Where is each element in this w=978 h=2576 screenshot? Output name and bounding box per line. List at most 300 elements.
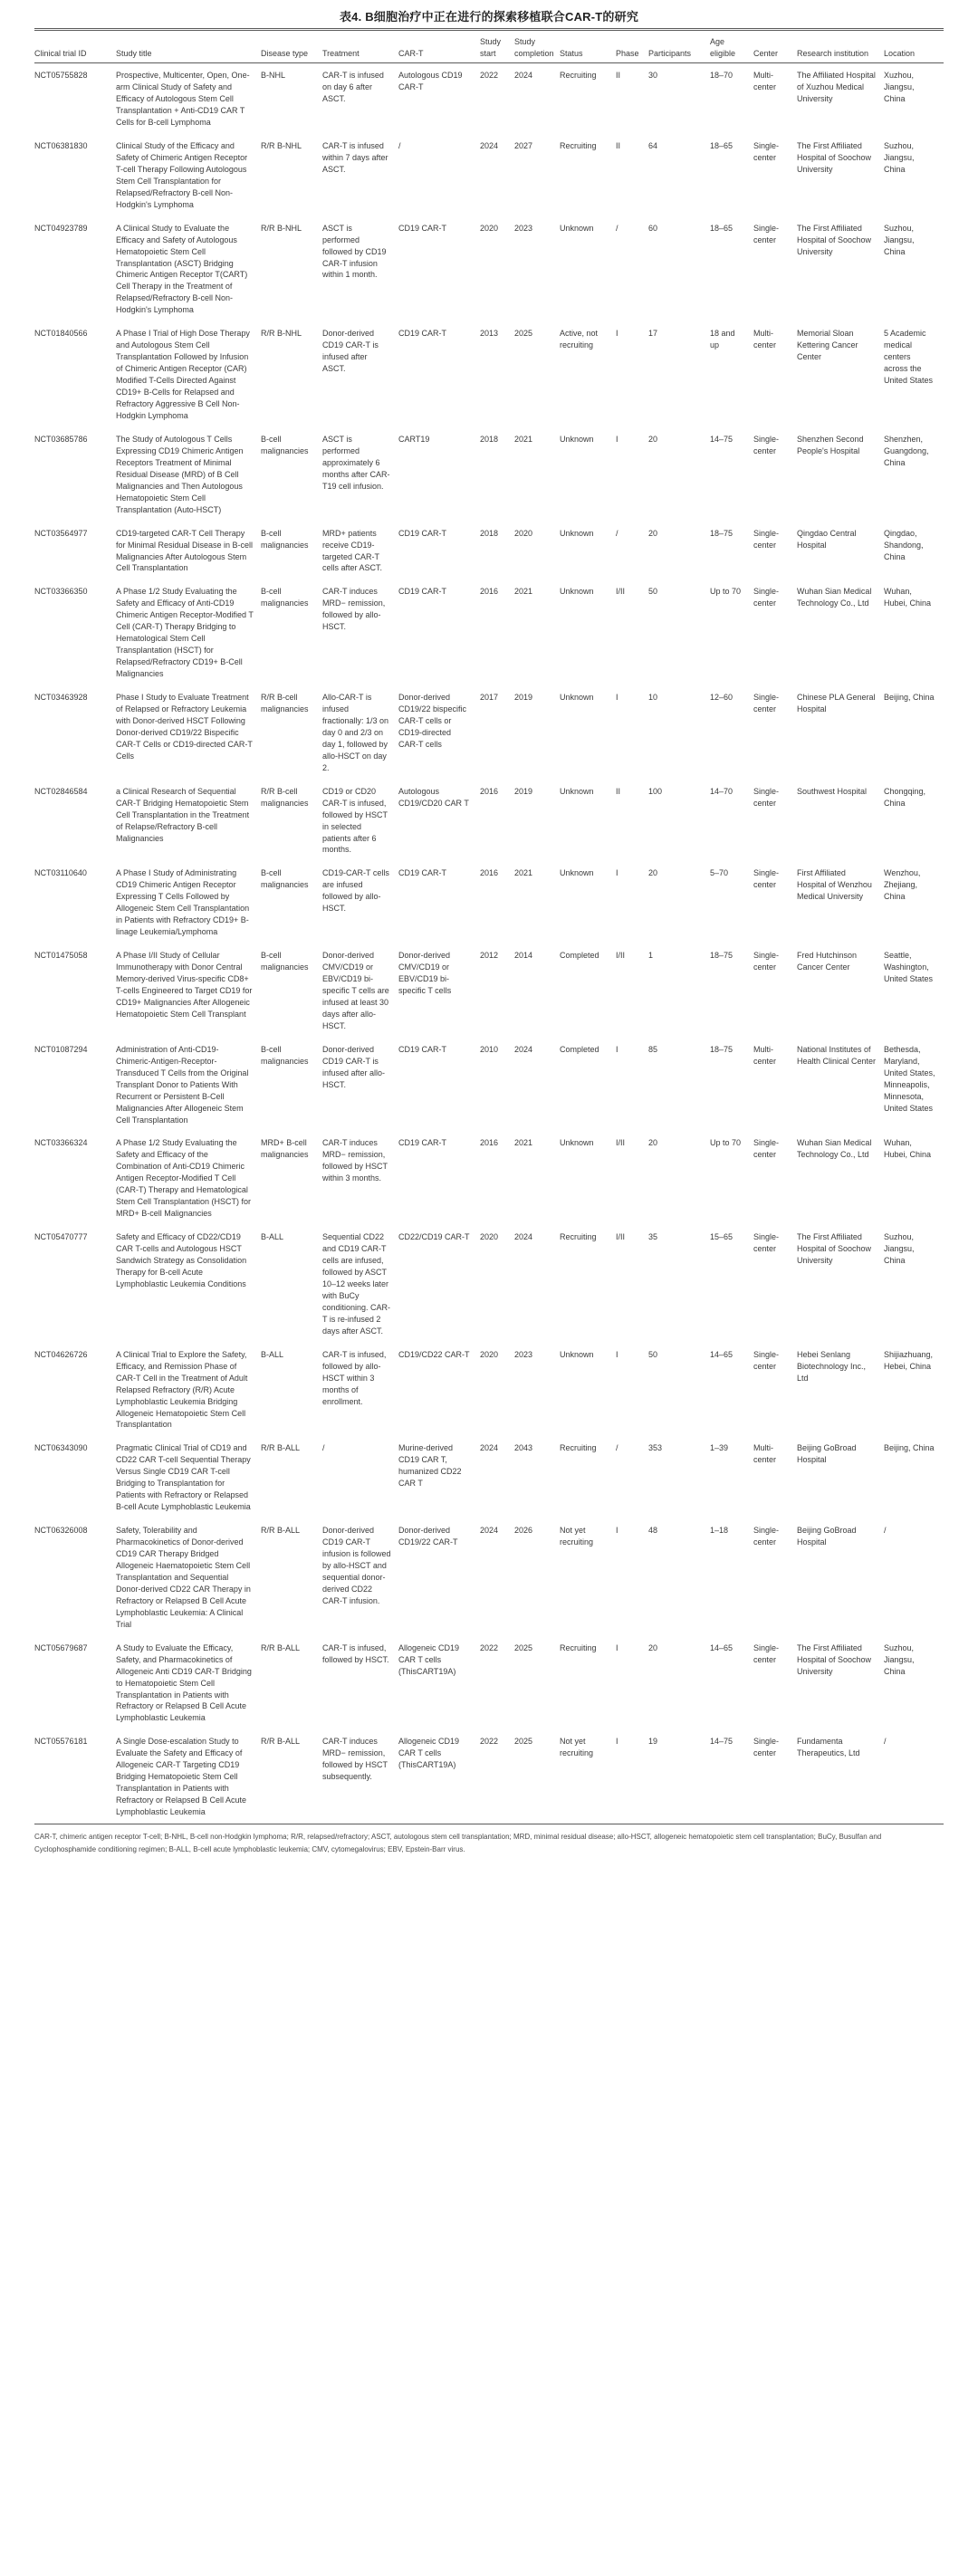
table-cell: Beijing, China: [884, 1443, 935, 1453]
column-header: Treatment: [322, 30, 398, 63]
table-cell: Shenzhen Second People's Hospital: [797, 434, 864, 455]
table-cell: CD19 CAR-T: [398, 868, 447, 878]
table-cell: R/R B-cell malignancies: [261, 786, 309, 808]
table-cell: A Phase 1/2 Study Evaluating the Safety and Efficacy of the Combination of Anti-CD19 Chimeric Antigen Receptor-Modified T Cell (CAR-T) Therapy and Hematological Stem Cell Transplantation (HSCT) for MRD+ B-cell Malignancies: [116, 1138, 252, 1219]
table-cell: B-NHL: [261, 71, 286, 81]
column-header: Study start: [480, 30, 514, 63]
table-cell: B-cell malignancies: [261, 868, 309, 890]
table-cell: Single-center: [753, 434, 780, 455]
table-cell: a Clinical Research of Sequential CAR-T Bridging Hematopoietic Stem Cell Transplantation in the Treatment of Relapse/Refractory B-cell Malignancies: [116, 786, 250, 843]
table-cell: Recruiting: [560, 1642, 597, 1652]
table-cell: 50: [648, 1349, 658, 1359]
table-cell: 14–75: [710, 434, 734, 444]
table-cell: 2021: [514, 434, 533, 444]
table-cell: Administration of Anti-CD19-Chimeric-Antigen-Receptor-Transduced T Cells from the Original Transplant Donor to Patients With Recurrent or Persistent B-Cell Malignancies After Allogeneic Stem Cell Transplantation: [116, 1044, 249, 1125]
table-cell: CD19 CAR-T: [398, 528, 447, 538]
table-row: [34, 216, 944, 322]
table-cell: Unknown: [560, 223, 594, 233]
table-cell: 2022: [480, 71, 499, 81]
table-cell: 2022: [480, 1642, 499, 1652]
table-cell: Qingdao Central Hospital: [797, 528, 857, 550]
table-cell: Suzhou, Jiangsu, China: [884, 1642, 915, 1676]
table-cell: Single-center: [753, 693, 780, 713]
table-cell: Donor-derived CD19 CAR-T is infused after ASCT.: [322, 329, 379, 374]
table-cell: Single-center: [753, 1138, 780, 1160]
table-cell: A Phase I Trial of High Dose Therapy and Autologous Stem Cell Transplantation Followed by Infusion of Chimeric Antigen Receptor (CAR) Modified T-Cells Directed Against CD19+ B-Cells for Relapsed and Refractory Aggressive B Cell Non-Hodgkin Lymphoma: [116, 329, 250, 420]
table-cell: Multi-center: [753, 1443, 777, 1465]
table-cell: 20: [648, 1642, 658, 1652]
table-cell: 18–65: [710, 140, 734, 150]
trials-table: [34, 28, 944, 1824]
table-cell: I: [616, 693, 618, 703]
table-cell: Active, not recruiting: [560, 329, 599, 350]
table-row: [34, 1343, 944, 1437]
table-cell: Safety and Efficacy of CD22/CD19 CAR T-cells and Autologous HSCT Sandwich Strategy as Consolidation Therapy for B-cell Acute Lymphoblastic Leukemia Conditions: [116, 1232, 247, 1288]
table-cell: 19: [648, 1737, 658, 1747]
table-cell: NCT01840566: [34, 329, 88, 339]
table-cell: Murine-derived CD19 CAR T, humanized CD22 CAR T: [398, 1443, 462, 1489]
table-cell: CAR-T induces MRD− remission, followed by HSCT subsequently.: [322, 1737, 388, 1782]
table-cell: Allo-CAR-T is infused fractionally: 1/3 on day 0 and 2/3 on day 1, followed by allo-HSCT on day 2.: [322, 693, 389, 772]
table-cell: Completed: [560, 951, 599, 961]
table-cell: The Affiliated Hospital of Xuzhou Medical University: [797, 71, 876, 104]
table-cell: Donor-derived CD19 CAR-T is infused after allo-HSCT.: [322, 1044, 386, 1089]
table-cell: NCT02846584: [34, 786, 88, 796]
table-cell: CAR-T is infused, followed by HSCT.: [322, 1642, 389, 1664]
table-cell: 2024: [514, 71, 533, 81]
table-cell: NCT04923789: [34, 223, 88, 233]
table-cell: Unknown: [560, 1349, 594, 1359]
table-cell: Single-center: [753, 1737, 780, 1758]
table-cell: 2024: [514, 1044, 533, 1054]
table-cell: Pragmatic Clinical Trial of CD19 and CD22 CAR T-cell Sequential Therapy Versus Single CD19 CAR T-cell Bridging to Transplantation for Patients with Refractory or Relapsed B-cell Acute Lymphoblastic Leukemia: [116, 1443, 251, 1512]
table-cell: Prospective, Multicenter, Open, One-arm Clinical Study of Safety and Efficacy of Autologous Stem Cell Transplantation + Anti-CD19 CAR T Cells for B-cell Lymphoma: [116, 71, 250, 127]
table-cell: Donor-derived CD19/22 bispecific CAR-T cells or CD19-directed CAR-T cells: [398, 693, 467, 749]
table-cell: NCT03685786: [34, 434, 88, 444]
table-cell: NCT05470777: [34, 1232, 88, 1242]
table-cell: Unknown: [560, 786, 594, 796]
table-cell: 2016: [480, 587, 499, 597]
table-cell: Recruiting: [560, 1443, 597, 1453]
table-cell: 353: [648, 1443, 663, 1453]
table-cell: Single-center: [753, 140, 780, 162]
table-row: [34, 1518, 944, 1636]
table-cell: 35: [648, 1232, 658, 1242]
table-cell: Unknown: [560, 1138, 594, 1148]
table-cell: A Clinical Study to Evaluate the Efficacy and Safety of Autologous Hematopoietic Stem Cell Transplantation (ASCT) Bridging Chimeric Antigen Receptor T(CART) Cell Therapy in the Treatment of Relapsed/Refractory B-cell Non-Hodgkin's Lymphoma: [116, 223, 248, 315]
table-cell: Chongqing, China: [884, 786, 926, 808]
table-cell: I/II: [616, 1232, 626, 1242]
table-cell: Single-center: [753, 223, 780, 244]
table-cell: Recruiting: [560, 71, 597, 81]
table-cell: A Phase I Study of Administrating CD19 Chimeric Antigen Receptor Expressing T Cells Followed by Allogeneic Stem Cell Transplantation in Patients with Refractory CD19+ B-linage Leukemia/Lymphoma: [116, 868, 250, 937]
table-cell: Donor-derived CMV/CD19 or EBV/CD19 bi-specific T cells are infused at least 30 days after allo-HSCT.: [322, 951, 389, 1030]
table-cell: ASCT is performed approximately 6 months after CAR-T19 cell infusion.: [322, 434, 390, 491]
table-cell: ASCT is performed followed by CD19 CAR-T infusion within 1 month.: [322, 223, 387, 280]
table-cell: Allogeneic CD19 CAR T cells (ThisCART19A): [398, 1642, 460, 1676]
table-cell: CD19 CAR-T: [398, 1044, 447, 1054]
table-cell: II: [616, 140, 621, 150]
table-cell: Multi-center: [753, 1044, 777, 1066]
table-row: [34, 1225, 944, 1343]
table-cell: Beijing, China: [884, 693, 935, 703]
table-cell: CAR-T is infused, followed by allo-HSCT within 3 months of enrollment.: [322, 1349, 387, 1406]
table-row: [34, 1131, 944, 1225]
table-cell: The First Affiliated Hospital of Soochow University: [797, 140, 872, 174]
table-cell: CAR-T induces MRD− remission, followed by HSCT within 3 months.: [322, 1138, 388, 1183]
table-cell: Seattle, Washington, United States: [884, 951, 934, 984]
table-cell: CD19 CAR-T: [398, 329, 447, 339]
table-cell: B-cell malignancies: [261, 528, 309, 550]
column-header: Center: [753, 30, 797, 63]
table-cell: Chinese PLA General Hospital: [797, 693, 876, 713]
table-cell: B-ALL: [261, 1349, 284, 1359]
table-cell: 2012: [480, 951, 499, 961]
table-cell: NCT03366350: [34, 587, 88, 597]
table-cell: II: [616, 786, 621, 796]
column-header: Location: [884, 30, 944, 63]
table-cell: Donor-derived CD19/22 CAR-T: [398, 1526, 458, 1547]
table-cell: Suzhou, Jiangsu, China: [884, 1232, 915, 1266]
table-cell: 2021: [514, 1138, 533, 1148]
table-cell: CD19-CAR-T cells are infused followed by allo-HSCT.: [322, 868, 389, 914]
table-cell: 2018: [480, 528, 499, 538]
table-cell: MRD+ patients receive CD19-targeted CAR-T cells after ASCT.: [322, 528, 383, 573]
table-cell: 2025: [514, 1737, 533, 1747]
table-cell: Single-center: [753, 1526, 780, 1547]
table-cell: Beijing GoBroad Hospital: [797, 1443, 857, 1465]
table-cell: 14–65: [710, 1642, 734, 1652]
table-cell: 2022: [480, 1737, 499, 1747]
table-cell: I: [616, 1349, 618, 1359]
table-cell: Hebei Senlang Biotechnology Inc., Ltd: [797, 1349, 867, 1383]
table-cell: Suzhou, Jiangsu, China: [884, 223, 915, 256]
column-header: Study completion: [514, 30, 560, 63]
table-row: [34, 1038, 944, 1132]
table-caption: 表4. B细胞治疗中正在进行的探索移植联合CAR-T的研究: [339, 10, 639, 24]
table-cell: 1: [648, 951, 654, 961]
table-cell: Beijing GoBroad Hospital: [797, 1526, 857, 1547]
table-cell: Wuhan Sian Medical Technology Co., Ltd: [797, 1138, 872, 1160]
table-cell: B-cell malignancies: [261, 1044, 309, 1066]
table-row: [34, 861, 944, 943]
table-cell: Single-center: [753, 1642, 780, 1664]
table-cell: 18–75: [710, 951, 734, 961]
table-row: [34, 134, 944, 216]
table-cell: 2026: [514, 1526, 533, 1536]
table-cell: 30: [648, 71, 658, 81]
table-cell: 2024: [480, 140, 499, 150]
table-cell: I: [616, 329, 618, 339]
table-cell: Bethesda, Maryland, United States, Minneapolis, Minnesota, United States: [884, 1044, 935, 1113]
table-cell: A Phase 1/2 Study Evaluating the Safety and Efficacy of Anti-CD19 Chimeric Antigen Receptor-Modified T Cell (CAR-T) Therapy Bridging to Hematological Stem Cell Transplantation (HSCT) for Relapsed/Refractory CD19+ B-Cell Malignancies: [116, 587, 254, 679]
table-cell: 2017: [480, 693, 499, 703]
table-cell: Donor-derived CD19 CAR-T infusion is followed by allo-HSCT and sequential donor-derived CD22 CAR-T infusion.: [322, 1526, 391, 1605]
table-cell: I/II: [616, 1138, 626, 1148]
table-cell: 2019: [514, 693, 533, 703]
table-cell: Single-center: [753, 786, 780, 808]
table-row: [34, 1436, 944, 1518]
table-cell: 14–70: [710, 786, 734, 796]
table-cell: 2020: [480, 1349, 499, 1359]
table-cell: NCT06381830: [34, 140, 88, 150]
table-cell: 2021: [514, 868, 533, 878]
table-cell: 2043: [514, 1443, 533, 1453]
table-cell: 2024: [480, 1526, 499, 1536]
table-cell: 14–75: [710, 1737, 734, 1747]
table-cell: The First Affiliated Hospital of Soochow University: [797, 223, 872, 256]
table-cell: Not yet recruiting: [560, 1737, 594, 1758]
table-cell: Fundamenta Therapeutics, Ltd: [797, 1737, 860, 1758]
table-cell: Clinical Study of the Efficacy and Safety of Chimeric Antigen Receptor T-cell Therapy Following Autologous Stem Cell Transplantation for Relapsed/Refractory B-cell Non-Hodgkin's Lymphoma: [116, 140, 248, 209]
table-cell: 18 and up: [710, 329, 735, 350]
table-cell: B-cell malignancies: [261, 951, 309, 972]
table-cell: NCT01087294: [34, 1044, 88, 1054]
table-cell: CART19: [398, 434, 430, 444]
table-cell: 2013: [480, 329, 499, 339]
table-body: [34, 63, 944, 1824]
table-cell: R/R B-ALL: [261, 1443, 301, 1453]
table-row: [34, 427, 944, 522]
table-cell: 2016: [480, 786, 499, 796]
table-cell: Single-center: [753, 951, 780, 972]
table-cell: Completed: [560, 1044, 599, 1054]
table-cell: NCT06326008: [34, 1526, 88, 1536]
table-row: [34, 579, 944, 685]
table-cell: 50: [648, 587, 658, 597]
table-cell: First Affiliated Hospital of Wenzhou Medical University: [797, 868, 872, 902]
table-cell: I: [616, 868, 618, 878]
table-cell: Single-center: [753, 528, 780, 550]
table-cell: 64: [648, 140, 658, 150]
table-cell: R/R B-ALL: [261, 1526, 301, 1536]
table-cell: 2023: [514, 223, 533, 233]
column-header: Study title: [116, 30, 261, 63]
table-cell: CD19/CD22 CAR-T: [398, 1349, 470, 1359]
table-cell: NCT03110640: [34, 868, 87, 878]
table-cell: Wuhan Sian Medical Technology Co., Ltd: [797, 587, 872, 608]
table-cell: NCT05576181: [34, 1737, 88, 1747]
table-row: [34, 685, 944, 780]
table-cell: /: [884, 1526, 887, 1536]
table-cell: I/II: [616, 587, 626, 597]
table-cell: R/R B-cell malignancies: [261, 693, 309, 713]
table-cell: Autologous CD19 CAR-T: [398, 71, 463, 92]
table-cell: 2020: [514, 528, 533, 538]
table-cell: The Study of Autologous T Cells Expressing CD19 Chimeric Antigen Receptors Treatment of Minimal Residual Disease (MRD) of B Cell Malignancies and Then Autologous Hematopoietic Stem Cell Transplantation (Auto-HSCT): [116, 434, 244, 514]
table-cell: 2025: [514, 329, 533, 339]
table-cell: 2019: [514, 786, 533, 796]
table-cell: Wuhan, Hubei, China: [884, 1138, 932, 1160]
table-cell: CD22/CD19 CAR-T: [398, 1232, 470, 1242]
table-cell: A Single Dose-escalation Study to Evaluate the Safety and Efficacy of Allogeneic CAR-T Targeting CD19 Bridging Hematopoietic Stem Cell Transplantation in Patients with Refractory or Relapsed B Cell Acute Lymphoblastic Leukemia: [116, 1737, 247, 1817]
table-row: [34, 1636, 944, 1730]
column-header: Phase: [616, 30, 648, 63]
column-header: Participants: [648, 30, 710, 63]
table-cell: Multi-center: [753, 71, 777, 92]
table-cell: 20: [648, 868, 658, 878]
table-cell: CD19 CAR-T: [398, 587, 447, 597]
table-cell: 17: [648, 329, 658, 339]
table-cell: Single-center: [753, 1232, 780, 1254]
table-cell: 2024: [480, 1443, 499, 1453]
table-cell: 2024: [514, 1232, 533, 1242]
table-cell: 18–75: [710, 528, 734, 538]
table-cell: Wuhan, Hubei, China: [884, 587, 932, 608]
table-cell: Suzhou, Jiangsu, China: [884, 140, 915, 174]
table-cell: Recruiting: [560, 1232, 597, 1242]
column-header: Disease type: [261, 30, 322, 63]
table-cell: 1–39: [710, 1443, 729, 1453]
table-row: [34, 780, 944, 862]
column-header: Research institution: [797, 30, 884, 63]
table-cell: Wenzhou, Zhejiang, China: [884, 868, 921, 902]
table-cell: CD19-targeted CAR-T Cell Therapy for Minimal Residual Disease in B-cell Malignancies After Autologous Stem Cell Transplantation: [116, 528, 254, 573]
table-cell: Not yet recruiting: [560, 1526, 594, 1547]
table-cell: 2014: [514, 951, 533, 961]
table-cell: /: [322, 1443, 325, 1453]
table-cell: R/R B-NHL: [261, 140, 302, 150]
table-cell: NCT03366324: [34, 1138, 88, 1148]
table-footnote: CAR-T, chimeric antigen receptor T-cell; B-NHL, B-cell non-Hodgkin lymphoma; R/R, relapsed/refractory; ASCT, autologous stem cell transplantation; MRD, minimal residual disease; allo-HSCT, allogeneic hematopoietic stem cell transplantation; BuCy, Busulfan and Cyclophosphamide conditioning regimen; B-ALL, B-cell acute lymphoblastic leukemia; CMV, cytomegalovirus; EBV, Epstein-Barr virus.: [34, 1833, 882, 1853]
table-cell: I: [616, 1044, 618, 1054]
table-cell: 15–65: [710, 1232, 734, 1242]
table-cell: 2016: [480, 868, 499, 878]
table-cell: 2027: [514, 140, 533, 150]
table-cell: 2020: [480, 223, 499, 233]
table-cell: 2020: [480, 1232, 499, 1242]
table-cell: CAR-T is infused within 7 days after ASCT.: [322, 140, 388, 174]
table-cell: 20: [648, 434, 658, 444]
column-header: Age eligible: [710, 30, 753, 63]
table-cell: CD19 or CD20 CAR-T is infused, followed by HSCT in selected patients after 6 months.: [322, 786, 388, 855]
table-cell: CAR-T is infused on day 6 after ASCT.: [322, 71, 384, 104]
table-row: [34, 321, 944, 427]
table-cell: 2025: [514, 1642, 533, 1652]
table-row: [34, 63, 944, 134]
table-cell: B-ALL: [261, 1232, 284, 1242]
table-cell: NCT01475058: [34, 951, 88, 961]
table-cell: Single-center: [753, 1349, 780, 1371]
table-cell: 2018: [480, 434, 499, 444]
table-cell: NCT03463928: [34, 693, 88, 703]
table-cell: The First Affiliated Hospital of Soochow University: [797, 1642, 872, 1676]
table-cell: Phase I Study to Evaluate Treatment of Relapsed or Refractory Leukemia with Donor-derived HSCT Following Donor-derived CD19/22 Bispecific CAR-T Cells or CD19-directed CAR-T Cells: [116, 693, 253, 761]
table-cell: 100: [648, 786, 663, 796]
table-cell: Safety, Tolerability and Pharmacokinetics of Donor-derived CD19 CAR Therapy Bridged Allogeneic Haematopoietic Stem Cell Transplantation and Sequential Donor-derived CD22 CAR Therapy in Refractory or Relapsed B Cell Acute Lymphoblastic Leukemia: A Clinical Trial: [116, 1526, 251, 1629]
table-cell: 14–65: [710, 1349, 734, 1359]
table-cell: 85: [648, 1044, 658, 1054]
table-cell: Up to 70: [710, 587, 742, 597]
table-cell: B-cell malignancies: [261, 587, 309, 608]
table-cell: 18–65: [710, 223, 734, 233]
table-header: [34, 30, 944, 63]
table-row: [34, 522, 944, 580]
table-cell: I/II: [616, 951, 626, 961]
table-cell: B-cell malignancies: [261, 434, 309, 455]
table-cell: 20: [648, 528, 658, 538]
table-cell: 5 Academic medical centers across the United States: [884, 329, 934, 386]
table-cell: Up to 70: [710, 1138, 742, 1148]
table-cell: CD19 CAR-T: [398, 223, 447, 233]
table-cell: Recruiting: [560, 140, 597, 150]
table-cell: 2023: [514, 1349, 533, 1359]
table-cell: CAR-T induces MRD− remission, followed by allo-HSCT.: [322, 587, 386, 632]
table-cell: /: [398, 140, 401, 150]
table-cell: Donor-derived CMV/CD19 or EBV/CD19 bi-specific T cells: [398, 951, 452, 995]
table-cell: Unknown: [560, 528, 594, 538]
table-cell: 2021: [514, 587, 533, 597]
table-cell: R/R B-ALL: [261, 1642, 301, 1652]
table-cell: Single-center: [753, 868, 780, 890]
table-cell: 1–18: [710, 1526, 729, 1536]
column-header: Status: [560, 30, 616, 63]
table-cell: 10: [648, 693, 658, 703]
table-cell: R/R B-ALL: [261, 1737, 301, 1747]
table-cell: Multi-center: [753, 329, 777, 350]
table-cell: II: [616, 71, 621, 81]
table-cell: Autologous CD19/CD20 CAR T: [398, 786, 469, 808]
table-cell: NCT06343090: [34, 1443, 88, 1453]
table-cell: A Clinical Trial to Explore the Safety, Efficacy, and Remission Phase of CAR-T Cell in the Treatment of Adult Relapsed Refractory (R/R) Acute Lymphoblastic Leukemia Bridging Allogeneic Hematopoietic Stem Cell Transplantation: [116, 1349, 248, 1430]
table-cell: Shenzhen, Guangdong, China: [884, 434, 929, 467]
table-cell: /: [616, 1443, 618, 1453]
table-row: [34, 1729, 944, 1824]
table-row: [34, 943, 944, 1038]
table-cell: /: [616, 528, 618, 538]
table-cell: NCT04626726: [34, 1349, 88, 1359]
header-row: [34, 30, 944, 63]
table-cell: MRD+ B-cell malignancies: [261, 1138, 309, 1160]
table-cell: NCT05755828: [34, 71, 88, 81]
table-cell: 5–70: [710, 868, 729, 878]
table-cell: Shijiazhuang, Hebei, China: [884, 1349, 934, 1371]
table-cell: 60: [648, 223, 658, 233]
table-cell: Unknown: [560, 868, 594, 878]
table-cell: Sequential CD22 and CD19 CAR-T cells are infused, followed by ASCT 10–12 weeks later with BuCy conditioning. CAR-T is re-infused 2 days after ASCT.: [322, 1232, 391, 1336]
table-cell: CD19 CAR-T: [398, 1138, 447, 1148]
table-cell: 2016: [480, 1138, 499, 1148]
table-cell: Southwest Hospital: [797, 786, 868, 796]
table-cell: 20: [648, 1138, 658, 1148]
table-cell: R/R B-NHL: [261, 223, 302, 233]
table-cell: 18–70: [710, 71, 734, 81]
table-cell: A Study to Evaluate the Efficacy, Safety, and Pharmacokinetics of Allogeneic Anti CD19 CAR-T Bridging to Hematopoietic Stem Cell Transplantation in Patients with Refractory or Relapsed B Cell Acute Lymphoblastic Leukemia: [116, 1642, 252, 1723]
table-cell: R/R B-NHL: [261, 329, 302, 339]
table-cell: I: [616, 1642, 618, 1652]
table-cell: 48: [648, 1526, 658, 1536]
table-cell: I: [616, 1737, 618, 1747]
table-cell: /: [884, 1737, 887, 1747]
table-cell: 18–75: [710, 1044, 734, 1054]
table-cell: 2010: [480, 1044, 499, 1054]
table-cell: NCT03564977: [34, 528, 88, 538]
table-cell: /: [616, 223, 618, 233]
table-cell: Xuzhou, Jiangsu, China: [884, 71, 915, 104]
table-cell: Allogeneic CD19 CAR T cells (ThisCART19A): [398, 1737, 460, 1770]
table-cell: Single-center: [753, 587, 780, 608]
table-cell: 12–60: [710, 693, 734, 703]
table-cell: NCT05679687: [34, 1642, 88, 1652]
table-cell: I: [616, 1526, 618, 1536]
column-header: Clinical trial ID: [34, 30, 116, 63]
table-cell: Qingdao, Shandong, China: [884, 528, 924, 561]
table-cell: A Phase I/II Study of Cellular Immunotherapy with Donor Central Memory-derived Virus-specific CD8+ T-cells Engineered to Target CD19 for CD19+ Malignancies After Allogeneic Hematopoietic Stem Cell Transplant: [116, 951, 253, 1019]
table-cell: Unknown: [560, 693, 594, 703]
table-cell: I: [616, 434, 618, 444]
table-cell: Memorial Sloan Kettering Cancer Center: [797, 329, 858, 362]
table-cell: The First Affiliated Hospital of Soochow University: [797, 1232, 872, 1266]
